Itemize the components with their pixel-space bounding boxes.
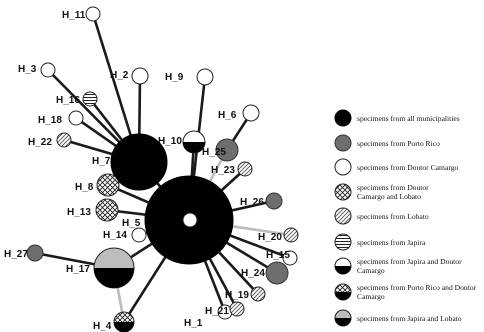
node-h-8	[97, 174, 119, 196]
node-h-22	[57, 133, 71, 147]
legend-entry-all-municipalities	[335, 110, 460, 126]
label-h-5: H_5	[122, 218, 141, 229]
node-h-17	[94, 248, 134, 288]
node-h-16	[83, 92, 97, 106]
legend-entry-porto-rico	[335, 135, 440, 151]
label-h-23: H_23	[211, 165, 235, 176]
node-h-3	[41, 63, 55, 77]
label-h-4: H_4	[93, 321, 112, 332]
node-h-13	[96, 199, 118, 221]
label-h-14: H_14	[103, 230, 127, 241]
legend-symbol-doutor-camargo-lobato	[335, 184, 351, 200]
legend-symbol-japira-doutor-camargo	[335, 258, 351, 274]
label-h-25: H_25	[202, 147, 226, 158]
network-nodes	[27, 7, 298, 332]
legend-entry-porto-rico-doutor-camargo	[335, 283, 477, 301]
label-h-7: H_7	[92, 156, 111, 167]
label-h-27: H_27	[4, 249, 28, 260]
legend-label: specimens from Doutor Camargo	[357, 163, 459, 172]
label-h-8: H_8	[75, 182, 94, 193]
label-h-24: H_24	[241, 268, 265, 279]
label-h-1: H_1	[184, 318, 203, 329]
node-h-18	[69, 111, 83, 125]
legend-label: Camargo	[357, 266, 385, 275]
node-h-24	[266, 262, 288, 284]
legend-entry-japira	[335, 234, 426, 250]
legend-label: Camargo	[357, 292, 385, 301]
legend-symbol-japira	[335, 234, 351, 250]
legend-symbol-porto-rico-doutor-camargo	[335, 284, 351, 300]
label-h-9: H_9	[165, 72, 184, 83]
node-h-14	[132, 228, 146, 242]
label-h-18: H_18	[38, 115, 62, 126]
node-h-26	[266, 193, 282, 209]
label-h-2: H_2	[110, 70, 129, 81]
node-h-4	[114, 312, 134, 332]
label-h-17: H_17	[66, 264, 90, 275]
label-h-16: H_16	[56, 95, 80, 106]
node-h-23	[238, 162, 252, 176]
label-h-10: H_10	[158, 136, 182, 147]
label-h-3: H_3	[18, 64, 37, 75]
node-h-21	[230, 302, 244, 316]
label-h-21: H_21	[205, 306, 229, 317]
legend-symbol-all-municipalities	[335, 110, 351, 126]
node-h-5	[183, 213, 197, 227]
legend-label: specimens from all municipalities	[357, 114, 460, 123]
legend	[335, 110, 477, 326]
legend-entry-doutor-camargo	[335, 159, 459, 175]
legend-entry-doutor-camargo-lobato	[335, 183, 429, 201]
label-h-26: H_26	[240, 197, 264, 208]
legend-entry-japira-doutor-camargo	[335, 257, 462, 275]
label-h-22: H_22	[28, 137, 52, 148]
legend-label: specimens from Japira and Lobato	[357, 314, 462, 323]
label-h-15: H_15	[266, 250, 290, 261]
label-h-13: H_13	[67, 207, 91, 218]
legend-label: specimens from Porto Rico	[357, 139, 440, 148]
legend-symbol-lobato	[335, 208, 351, 224]
legend-entry-lobato	[335, 208, 429, 224]
legend-label: specimens from Japira and Doutor	[357, 257, 462, 266]
legend-label: specimens from Porto Rico and Doutor	[357, 283, 477, 292]
node-h-19	[251, 287, 265, 301]
legend-symbol-doutor-camargo	[335, 159, 351, 175]
label-h-20: H_20	[258, 232, 282, 243]
node-h-20	[284, 228, 298, 242]
legend-label: Camargo and Lobato	[357, 192, 421, 201]
label-h-6: H_6	[218, 110, 237, 121]
label-h-19: H_19	[225, 290, 249, 301]
node-h-11	[86, 7, 100, 21]
legend-label: specimens from Japira	[357, 238, 426, 247]
legend-symbol-porto-rico	[335, 135, 351, 151]
node-h-2	[132, 68, 148, 84]
node-h-6	[243, 105, 259, 121]
node-h-27	[27, 245, 43, 261]
legend-label: specimens from Doutor	[357, 183, 429, 192]
legend-symbol-japira-lobato	[335, 310, 351, 326]
legend-entry-japira-lobato	[335, 310, 462, 326]
legend-label: specimens from Lobato	[357, 212, 429, 221]
label-h-11: H_11	[62, 10, 86, 21]
node-h-9	[197, 69, 213, 85]
